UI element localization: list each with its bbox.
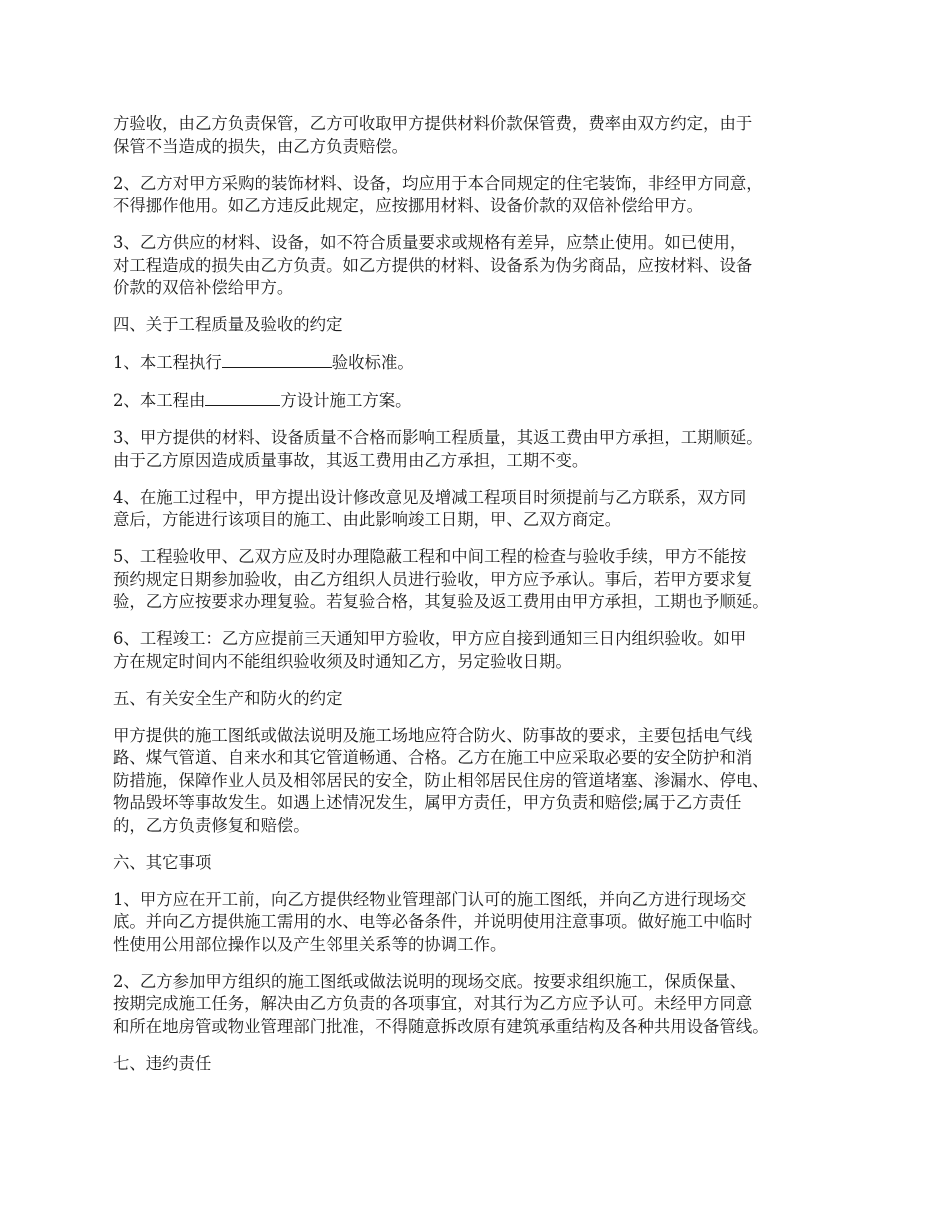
text-line: 方在规定时间内不能组织验收须及时通知乙方，另定验收日期。 (113, 651, 572, 671)
paragraph-material-custody (113, 113, 853, 158)
text-line: 方验收，由乙方负责保管，乙方可收取甲方提供材料价款保管费，费率由双方约定，由于 (113, 114, 753, 133)
text-line: 验，乙方应按要求办理复验。若复验合格，其复验及返工费用由甲方承担，工期也予顺延。 (113, 592, 769, 611)
text-line: 2、乙方对甲方采购的装饰材料、设备，均应用于本合同规定的住宅装饰，非经甲方同意， (113, 173, 763, 193)
clause-4-design-change (113, 487, 853, 532)
safety-paragraph (113, 725, 853, 838)
text-line: 性使用公用部位操作以及产生邻里关系等的协调工作。 (113, 934, 507, 954)
clause-2-material-use (113, 173, 853, 218)
text-line: 由于乙方原因造成质量事故，其返工费用由乙方承担，工期不变。 (113, 450, 589, 470)
text-line: 6、工程竣工：乙方应提前三天通知甲方验收，甲方应自接到通知三日内组织验收。如甲 (113, 629, 747, 648)
clause-3-material-quality (113, 232, 853, 300)
section-heading-breach (113, 1053, 853, 1076)
fill-in-blank (222, 351, 332, 368)
text-line: 物品毁坏等事故发生。如遇上述情况发生，属甲方责任，甲方负责和赔偿;属于乙方责任 (113, 793, 742, 812)
text-line: 防措施，保障作业人员及相邻居民的安全，防止相邻居民住房的管道堵塞、渗漏水、停电、 (113, 770, 769, 790)
text-line (113, 351, 853, 375)
section-heading: 五、有关安全生产和防火的约定 (113, 688, 343, 708)
section-heading-quality-acceptance (113, 314, 853, 337)
text-line: 意后，方能进行该项目的施工、由此影响竣工日期，甲、乙双方商定。 (113, 510, 622, 529)
text-line: 5、工程验收甲、乙双方应及时办理隐蔽工程和中间工程的检查与验收手续，甲方不能按 (113, 547, 747, 566)
text-line: 4、在施工过程中，甲方提出设计修改意见及增减工程项目时须提前与乙方联系，双方同 (113, 487, 747, 507)
clause-3-rework-cost (113, 427, 853, 472)
text-line: 甲方提供的施工图纸或做法说明及施工场地应符合防火、防事故的要求，主要包括电气线 (113, 725, 753, 745)
text-line: 预约规定日期参加验收，由乙方组织人员进行验收，甲方应予承认。事后，若甲方要求复 (113, 569, 753, 589)
text-line: 的，乙方负责修复和赔偿。 (113, 815, 310, 835)
clause-text-after: 方设计施工方案。 (280, 391, 412, 410)
text-line: 保管不当造成的损失，由乙方负责赔偿。 (113, 136, 409, 156)
text-line: 对工程造成的损失由乙方负责。如乙方提供的材料、设备系为伪劣商品，应按材料、设备 (113, 255, 753, 275)
text-line: 2、乙方参加甲方组织的施工图纸或做法说明的现场交底。按要求组织施工，保质保量、 (113, 971, 747, 991)
section-heading: 七、违约责任 (113, 1053, 212, 1073)
clause-1-acceptance-standard (113, 351, 853, 375)
fill-in-blank (205, 389, 280, 406)
document-page (113, 113, 853, 1090)
text-line: 3、甲方提供的材料、设备质量不合格而影响工程质量，其返工费由甲方承担，工期顺延。 (113, 428, 763, 447)
section-heading-other-matters (113, 852, 853, 875)
text-line: 底。并向乙方提供施工需用的水、电等必备条件，并说明使用注意事项。做好施工中临时 (113, 912, 753, 931)
section-heading-safety (113, 688, 853, 711)
clause-text-before: 1、本工程执行 (113, 353, 222, 372)
text-line: 3、乙方供应的材料、设备，如不符合质量要求或规格有差异，应禁止使用。如已使用， (113, 233, 747, 252)
clause-text-before: 2、本工程由 (113, 391, 206, 410)
text-line: 1、甲方应在开工前，向乙方提供经物业管理部门认可的施工图纸，并向乙方进行现场交 (113, 889, 747, 909)
text-line: 按期完成施工任务，解决由乙方负责的各项事宜，对其行为乙方应予认可。未经甲方同意 (113, 994, 753, 1013)
text-line (113, 389, 853, 413)
text-line: 和所在地房管或物业管理部门批准，不得随意拆改原有建筑承重结构及各种共用设备管线。 (113, 1016, 769, 1036)
text-line: 路、煤气管道、自来水和其它管道畅通、合格。乙方在施工中应采取必要的安全防护和消 (113, 748, 753, 767)
clause-1-party-a-duties (113, 889, 853, 957)
section-heading: 四、关于工程质量及验收的约定 (113, 315, 343, 334)
clause-6-completion (113, 628, 853, 673)
text-line: 价款的双倍补偿给甲方。 (113, 278, 294, 297)
clause-2-design-party (113, 389, 853, 413)
clause-text-after: 验收标准。 (331, 353, 414, 372)
section-heading: 六、其它事项 (113, 852, 212, 872)
clause-5-concealed-works (113, 546, 853, 614)
text-line: 不得挪作他用。如乙方违反此规定，应按挪用材料、设备价款的双倍补偿给甲方。 (113, 196, 704, 215)
clause-2-party-b-duties (113, 971, 853, 1039)
